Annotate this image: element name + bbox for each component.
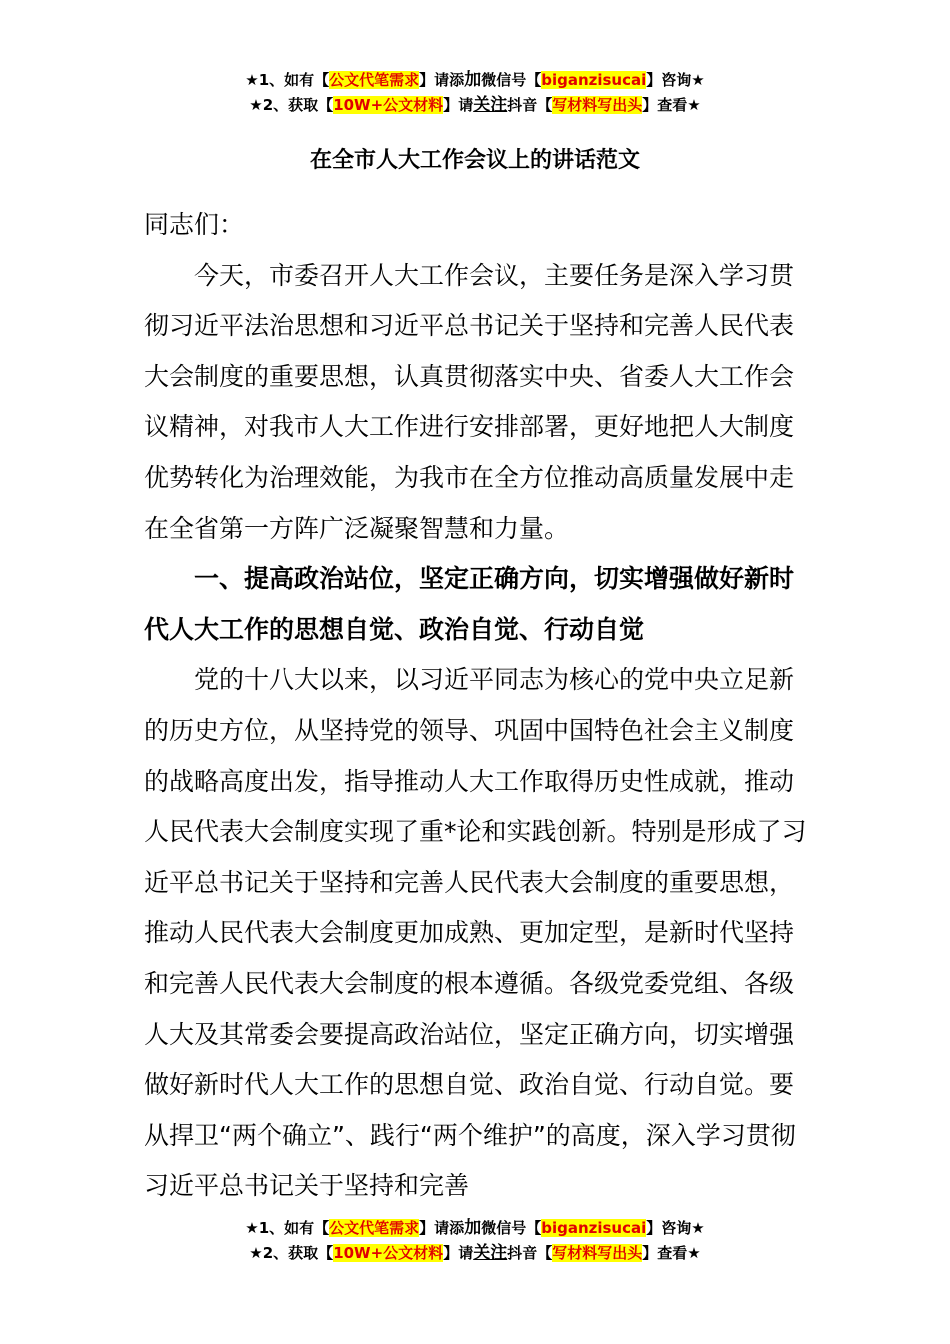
banner-highlight: 公文代笔需求: [329, 1219, 420, 1237]
banner-text: 】请: [443, 96, 474, 114]
banner-text: ★1、如有【: [245, 1219, 330, 1237]
banner-text: ★2、获取【: [249, 96, 334, 114]
banner-text: ★2、获取【: [249, 1244, 334, 1262]
banner-text: 】查看★: [642, 1244, 701, 1262]
banner-text: 加: [464, 1218, 482, 1238]
banner-text: 】咨询★: [646, 71, 705, 89]
paragraph: 党的十八大以来，以习近平同志为核心的党中央立足新的历史方位，从坚持党的领导、巩固中国特色社会主义制度的战略高度出发，指导推动人大工作取得历史性成就，推动人民代表大会制度实现了重*论和实践创新。特别是形成了习近平总书记关于坚持和完善人民代表大会制度的重要思想，推动人民代表大会制度更加成熟、更加定型，是新时代坚持和完善人民代表大会制度的根本遵循。各级党委党组、各级人大及其常委会要提高政治站位，坚定正确方向，切实增强做好新时代人大工作的思想自觉、政治自觉、行动自觉。要从捍卫“两个确立”、践行“两个维护”的高度，深入学习贯彻习近平总书记关于坚持和完善: [144, 665, 807, 1201]
banner-text: 】咨询★: [646, 1219, 705, 1237]
banner-text: 抖音【: [507, 96, 553, 114]
banner-line-2: [0, 1241, 950, 1266]
banner-highlight-douyin: 写材料写出头: [552, 96, 643, 114]
banner-text: 】请: [443, 1244, 474, 1262]
banner-text: 】请添: [419, 71, 465, 89]
banner-highlight: 10W+公文材料: [333, 1244, 444, 1262]
banner-line-1: [0, 68, 950, 93]
banner-highlight-wechat-id: biganzisucai: [541, 1219, 647, 1237]
banner-text: 抖音【: [507, 1244, 553, 1262]
banner-highlight: 10W+公文材料: [333, 96, 444, 114]
banner-text: 】查看★: [642, 96, 701, 114]
banner-text: 】请添: [419, 1219, 465, 1237]
footer-banner: [0, 1216, 950, 1266]
banner-text: 加: [464, 70, 482, 90]
banner-highlight-wechat-id: biganzisucai: [541, 71, 647, 89]
banner-line-2: [0, 93, 950, 118]
banner-highlight: 公文代笔需求: [329, 71, 420, 89]
header-banner: [0, 68, 950, 118]
banner-highlight-douyin: 写材料写出头: [552, 1244, 643, 1262]
banner-text: ★1、如有【: [245, 71, 330, 89]
banner-text: 关注: [473, 1243, 508, 1263]
banner-text: 微信号【: [481, 1219, 542, 1237]
paragraph: 今天，市委召开人大工作会议，主要任务是深入学习贯彻习近平法治思想和习近平总书记关于坚持和完善人民代表大会制度的重要思想，认真贯彻落实中央、省委人大工作会议精神，对我市人大工作进行安排部署，更好地把人大制度优势转化为治理效能，为我市在全方位推动高质量发展中走在全省第一方阵广泛凝聚智慧和力量。: [144, 260, 795, 543]
banner-text: 微信号【: [481, 71, 542, 89]
banner-text: 关注: [473, 95, 508, 115]
document-title: 在全市人大工作会议上的讲话范文: [309, 148, 640, 173]
section-heading: 一、提高政治站位，坚定正确方向，切实增强做好新时代人大工作的思想自觉、政治自觉、行动自觉: [144, 564, 795, 644]
document-body: [144, 200, 808, 1212]
banner-line-1: [0, 1216, 950, 1241]
salutation: 同志们：: [144, 210, 245, 239]
